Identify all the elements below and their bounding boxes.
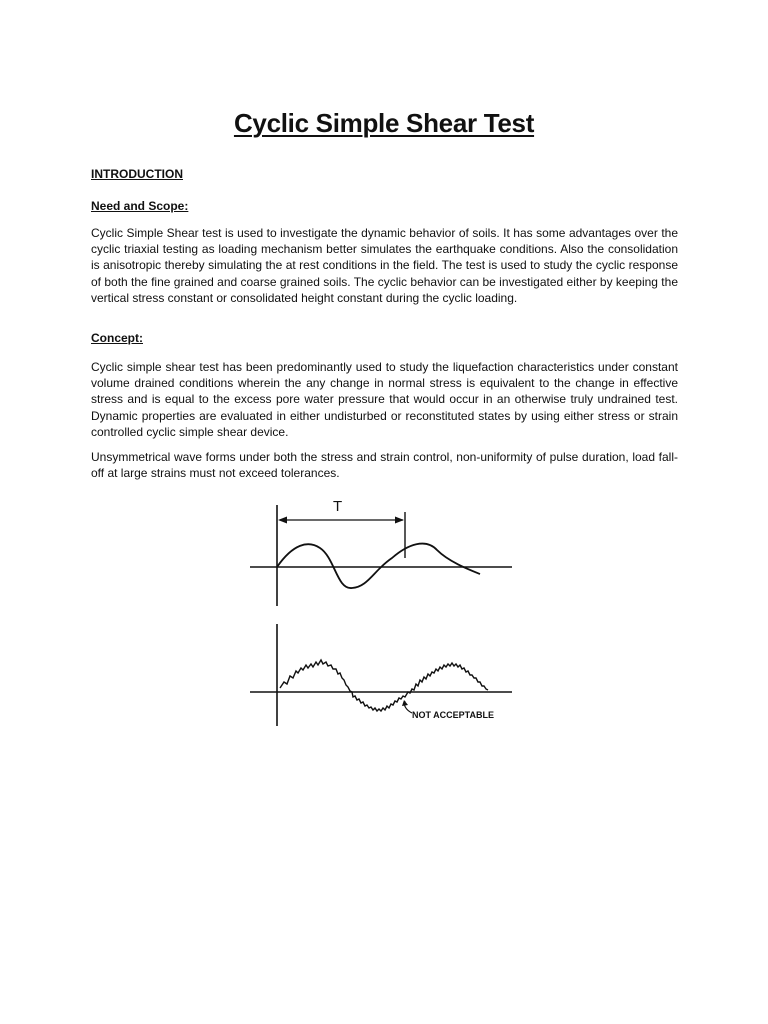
- period-arrow-right-icon: [395, 517, 404, 524]
- unacceptable-waveform-panel: [250, 624, 512, 726]
- period-arrow-left-icon: [278, 517, 287, 524]
- need-and-scope-paragraph: Cyclic Simple Shear test is used to investigate the dynamic behavior of soils. It has some advantages over the cyclic triaxial testing as loading mechanism better simulates the earthquake conditions. Also the consolidation is anisotropic thereby simulating the at rest conditions in the field. The test is used to study the cyclic response of both the fine grained and coarse grained soils. The cyclic behavior can be investigated either by keeping the vertical stress constant or consolidated height constant during the cyclic loading.: [91, 226, 678, 305]
- waveform-diagram: [240, 492, 520, 732]
- waveform-figure: [240, 492, 520, 732]
- period-label: T: [333, 498, 343, 515]
- concept-paragraph-2: Unsymmetrical wave forms under both the stress and strain control, non-uniformity of pulse duration, load fall-off at large strains must not exceed tolerances.: [91, 450, 678, 481]
- document-title: Cyclic Simple Shear Test: [233, 108, 535, 138]
- introduction-heading: INTRODUCTION: [91, 167, 183, 181]
- annotation-arrow-icon: [402, 700, 408, 706]
- acceptable-sine-wave: [277, 544, 480, 589]
- unacceptable-noisy-wave: [280, 660, 488, 711]
- need-and-scope-heading: Need and Scope:: [91, 199, 189, 213]
- concept-paragraph-1: Cyclic simple shear test has been predominantly used to study the liquefaction characteristics under constant volume drained conditions wherein the any change in normal stress is equivalent to the change in effective stress and is equal to the excess pore water pressure that would occur in an otherwise truly undrained test. Dynamic properties are evaluated in either undisturbed or reconstituted states by using either stress or strain controlled cyclic simple shear device.: [91, 360, 678, 439]
- concept-heading: Concept:: [91, 331, 143, 345]
- acceptable-waveform-panel: [250, 498, 512, 606]
- not-acceptable-annotation: NOT ACCEPTABLE: [412, 710, 494, 720]
